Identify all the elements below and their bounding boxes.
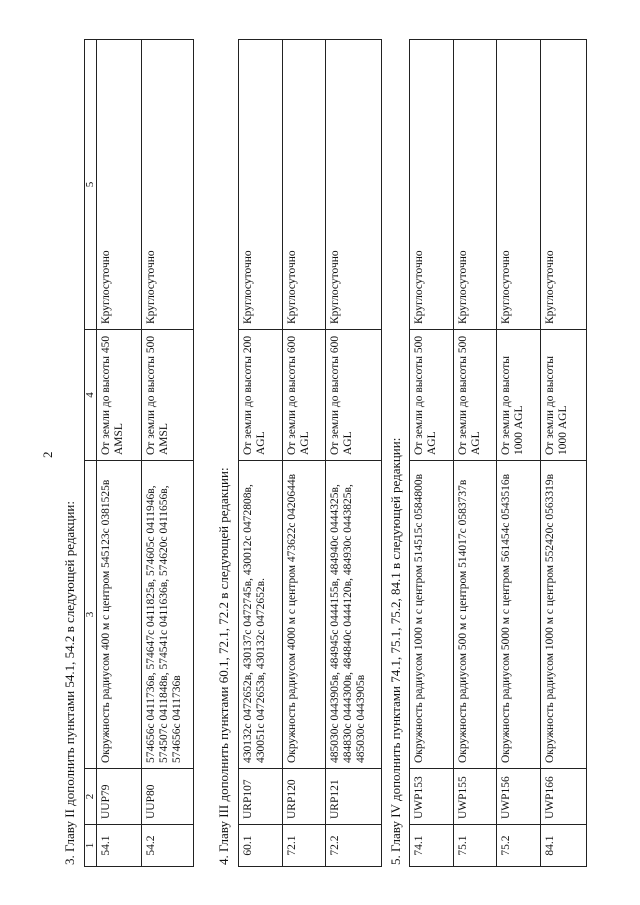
zone-code: UUP80 [142,769,194,825]
section-4-table [238,39,382,867]
zone-time: Круглосуточно [410,40,454,330]
zone-boundary: Окружность радиусом 1000 м с центром 514515с 0584800в [410,461,454,769]
section-4-heading: 4. Главу III дополнить пунктами 60.1, 72.1, 72.2 в следующей редакции: [216,467,231,865]
zone-boundary: Окружность радиусом 1000 м с центром 552420с 0563319в [541,461,587,769]
zone-time: Круглосуточно [283,40,326,330]
zone-boundary: Окружность радиусом 4000 м с центром 473622с 0420644в [283,461,326,769]
zone-boundary: 430132с 0472652в, 430137с 0472745в, 430012с 0472808в, 430051с 0472653в, 430132с 0472652в. [239,461,283,769]
column-number: 3 [85,461,97,769]
zone-height: От земли до высоты 1000 AGL [541,330,587,461]
zone-time: Круглосуточно [454,40,497,330]
zone-code: URP107 [239,769,283,825]
zone-time: Круглосуточно [541,40,587,330]
item-number: 72.1 [283,825,326,867]
zone-code: URP121 [326,769,382,825]
zone-time: Круглосуточно [97,40,142,330]
table-row [541,40,587,867]
zone-time: Круглосуточно [142,40,194,330]
table-row [97,40,142,867]
item-number: 74.1 [410,825,454,867]
zone-boundary: Окружность радиусом 5000 м с центром 561454с 0543516в [497,461,541,769]
item-number: 54.1 [97,825,142,867]
zone-boundary: Окружность радиусом 500 м с центром 514017с 0583737в [454,461,497,769]
table-row [239,40,283,867]
page-number: 2 [40,451,55,458]
column-number-row [85,40,97,867]
zone-height: От земли до высоты 600 AGL [283,330,326,461]
table-row [283,40,326,867]
column-number: 5 [85,40,97,330]
zone-height: От земли до высоты 500 AGL [410,330,454,461]
item-number: 54.2 [142,825,194,867]
zone-code: UWP166 [541,769,587,825]
zone-time: Круглосуточно [497,40,541,330]
column-number: 2 [85,769,97,825]
zone-height: От земли до высоты 500 AGL [454,330,497,461]
section-3-heading: 3. Главу II дополнить пунктами 54.1, 54.2 в следующей редакции: [62,501,77,865]
zone-code: URP120 [283,769,326,825]
table-row [497,40,541,867]
zone-height: От земли до высоты 600 AGL [326,330,382,461]
section-5-table [409,39,587,867]
item-number: 72.2 [326,825,382,867]
item-number: 60.1 [239,825,283,867]
item-number: 75.1 [454,825,497,867]
item-number: 75.2 [497,825,541,867]
column-number: 4 [85,330,97,461]
zone-height: От земли до высоты 450 AMSL [97,330,142,461]
zone-time: Круглосуточно [326,40,382,330]
table-row [142,40,194,867]
zone-boundary: Окружность радиусом 400 м с центром 545123с 0381525в [97,461,142,769]
zone-time: Круглосуточно [239,40,283,330]
table-row [410,40,454,867]
zone-code: UUP79 [97,769,142,825]
item-number: 84.1 [541,825,587,867]
zone-height: От земли до высоты 1000 AGL [497,330,541,461]
column-number: 1 [85,825,97,867]
zone-code: UWP153 [410,769,454,825]
zone-boundary: 574656с 0411736в, 574647с 0411825в, 574605с 0411946в, 574507с 0411848в, 574541с 0411636в, 574620с 0411656в, 574656с 0411736в [142,461,194,769]
section-5-heading: 5. Главу IV дополнить пунктами 74.1, 75.1, 75.2, 84.1 в следующей редакции: [388,437,403,865]
table-row [326,40,382,867]
zone-height: От земли до высоты 200 AGL [239,330,283,461]
zone-height: От земли до высоты 500 AMSL [142,330,194,461]
table-row [454,40,497,867]
zone-boundary: 485030с 0443905в, 484945с 0444155в, 484940с 0444325в, 484830с 0444300в, 484840с 0444120в, 484930с 0443825в, 485030с 0443905в [326,461,382,769]
section-3-table [84,39,194,867]
zone-code: UWP155 [454,769,497,825]
zone-code: UWP156 [497,769,541,825]
